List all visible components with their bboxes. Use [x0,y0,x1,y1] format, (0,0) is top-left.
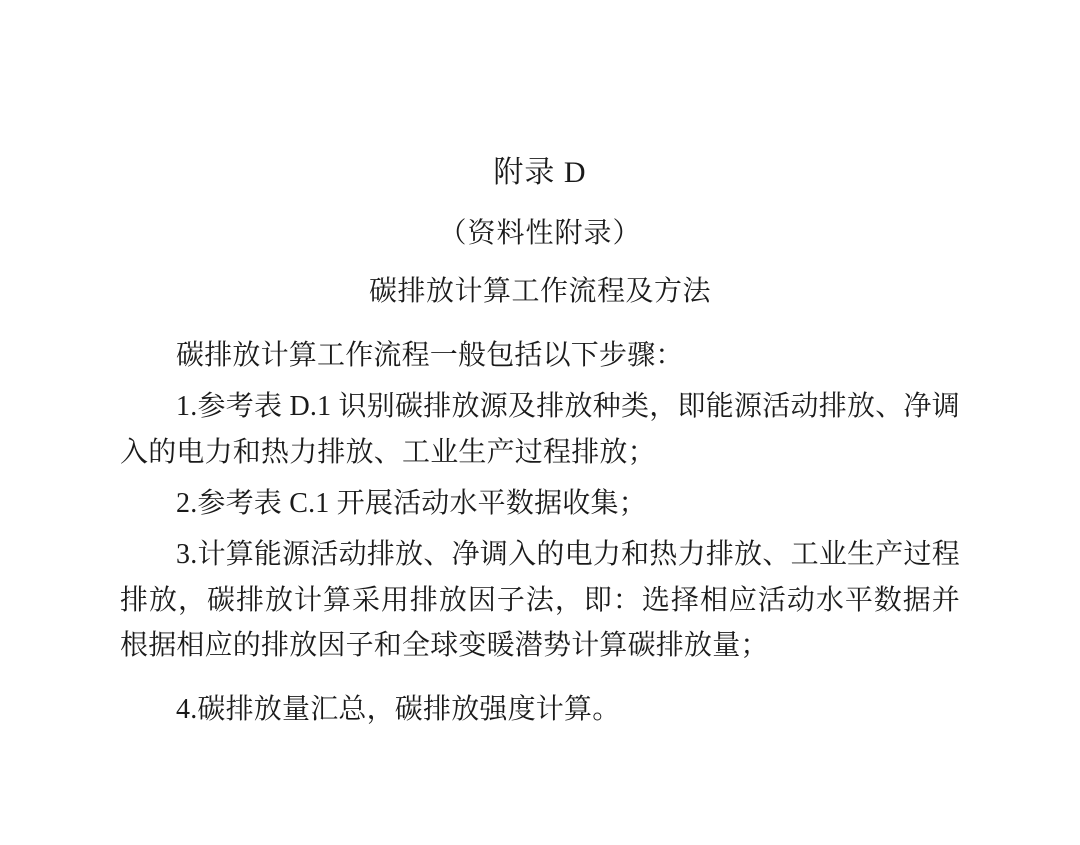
appendix-subtitle: （资料性附录） [438,218,642,249]
step-paragraph-2: 2.参考表 C.1 开展活动水平数据收集； [176,488,647,520]
appendix-heading: 碳排放计算工作流程及方法 [368,276,711,307]
step-paragraph-3: 3.计算能源活动排放、净调入的电力和热力排放、工业生产过程排放，碳排放计算采用排放因子法，即：选择相应活动水平数据并根据相应的排放因子和全球变暖潜势计算碳排放量； [120,539,960,662]
appendix-title: 附录 D [493,156,587,189]
step-paragraph-4: 4.碳排放量汇总，碳排放强度计算。 [176,693,621,725]
step-paragraph-1: 1.参考表 D.1 识别碳排放源及排放种类，即能源活动排放、净调入的电力和热力排放、工业生产过程排放； [120,391,960,468]
intro-paragraph: 碳排放计算工作流程一般包括以下步骤： [176,340,684,371]
